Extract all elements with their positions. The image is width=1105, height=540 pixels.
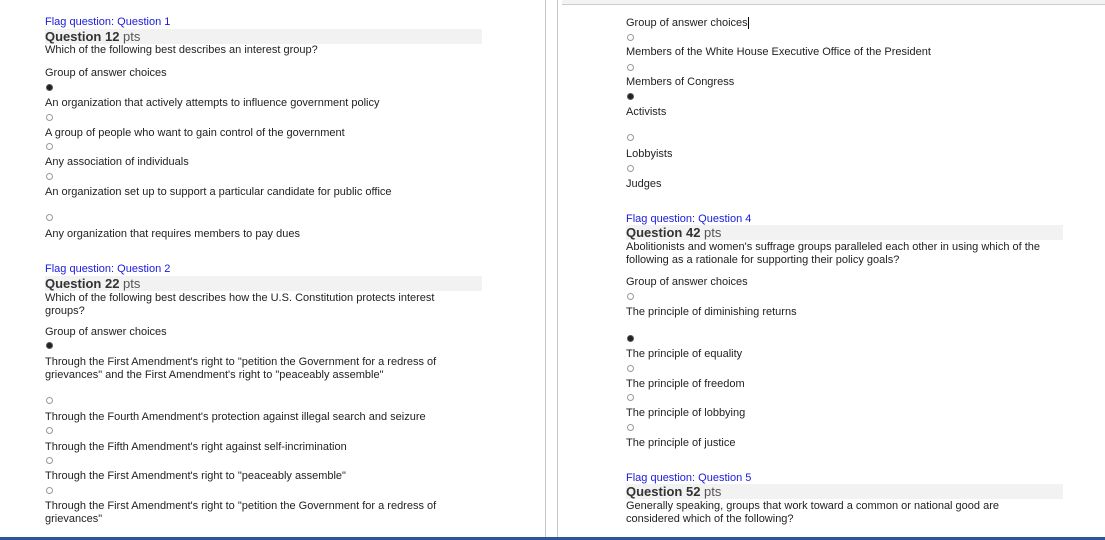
text-cursor (748, 17, 749, 29)
option-text: Members of the White House Executive Office of the President (626, 46, 931, 58)
radio-button[interactable] (46, 427, 53, 434)
radio-button[interactable] (46, 173, 53, 180)
radio-button[interactable] (627, 34, 634, 41)
document-ruler[interactable] (562, 0, 1105, 5)
radio-button[interactable] (46, 84, 53, 91)
option-text: Judges (626, 178, 662, 190)
question-5-header (626, 484, 1063, 499)
option-text: The principle of freedom (626, 378, 745, 390)
option-text: Through the First Amendment's right to "petition the Government for a redress of grievances" (45, 500, 437, 525)
flag-question-2[interactable]: Flag question: Question 2 (45, 263, 171, 275)
radio-button[interactable] (46, 143, 53, 150)
radio-button[interactable] (46, 487, 53, 494)
radio-button[interactable] (627, 134, 634, 141)
option-text: Through the Fourth Amendment's protection against illegal search and seizure (45, 411, 426, 423)
radio-button[interactable] (627, 394, 634, 401)
option-text: Any association of individuals (45, 156, 189, 168)
radio-button[interactable] (46, 457, 53, 464)
question-5-text: Generally speaking, groups that work toward a common or national good are considered which of the following? (626, 500, 999, 525)
pts-label: pts (123, 276, 141, 291)
option-text: Lobbyists (626, 148, 673, 160)
group-label-text: Group of answer choices (626, 17, 748, 29)
radio-button[interactable] (46, 214, 53, 221)
question-4-text: Abolitionists and women's suffrage groups paralleled each other in using which of the following as a rationale for supporting their policy goals? (626, 241, 1041, 266)
question-title: Question 2 (45, 276, 113, 291)
radio-button[interactable] (627, 335, 634, 342)
radio-button[interactable] (627, 293, 634, 300)
flag-question-4[interactable]: Flag question: Question 4 (626, 213, 752, 225)
question-title: Question 5 (626, 484, 694, 499)
group-label: Group of answer choices (626, 276, 748, 288)
page-margin-line (557, 0, 558, 537)
question-1-header (45, 29, 482, 44)
question-points: 2 (112, 276, 120, 291)
option-text: The principle of diminishing returns (626, 306, 797, 318)
question-2-text: Which of the following best describes how the U.S. Constitution protects interest groups? (45, 292, 435, 317)
group-label (626, 17, 749, 30)
option-text: The principle of justice (626, 437, 736, 449)
option-text: An organization set up to support a particular candidate for public office (45, 186, 392, 198)
flag-question-1[interactable]: Flag question: Question 1 (45, 16, 171, 28)
option-text: Any organization that requires members to pay dues (45, 228, 300, 240)
option-text: A group of people who want to gain control of the government (45, 127, 345, 139)
option-text: Through the First Amendment's right to "petition the Government for a redress of grievances" and the First Amendment's right to "peaceably assemble" (45, 356, 437, 381)
question-points: 2 (693, 484, 701, 499)
option-text: An organization that actively attempts to influence government policy (45, 97, 380, 109)
radio-button[interactable] (627, 93, 634, 100)
pts-label: pts (704, 484, 722, 499)
question-4-header (626, 225, 1063, 240)
group-label: Group of answer choices (45, 326, 167, 338)
pts-label: pts (704, 225, 722, 240)
option-text: The principle of lobbying (626, 407, 746, 419)
radio-button[interactable] (627, 64, 634, 71)
radio-button[interactable] (46, 397, 53, 404)
pts-label: pts (123, 29, 141, 44)
question-points: 2 (693, 225, 701, 240)
option-text: Members of Congress (626, 76, 735, 88)
question-title: Question 4 (626, 225, 694, 240)
option-text: Activists (626, 106, 667, 118)
option-text: Through the First Amendment's right to "peaceably assemble" (45, 470, 346, 482)
group-label: Group of answer choices (45, 67, 167, 79)
option-text: Through the Fifth Amendment's right against self-incrimination (45, 441, 347, 453)
radio-button[interactable] (46, 114, 53, 121)
radio-button[interactable] (627, 365, 634, 372)
option-text: The principle of equality (626, 348, 743, 360)
radio-button[interactable] (627, 165, 634, 172)
question-2-header (45, 276, 482, 291)
flag-question-5[interactable]: Flag question: Question 5 (626, 472, 752, 484)
radio-button[interactable] (46, 342, 53, 349)
question-title: Question 1 (45, 29, 113, 44)
radio-button[interactable] (627, 424, 634, 431)
question-1-text: Which of the following best describes an interest group? (45, 44, 318, 56)
column-divider (545, 0, 546, 537)
question-points: 2 (112, 29, 120, 44)
